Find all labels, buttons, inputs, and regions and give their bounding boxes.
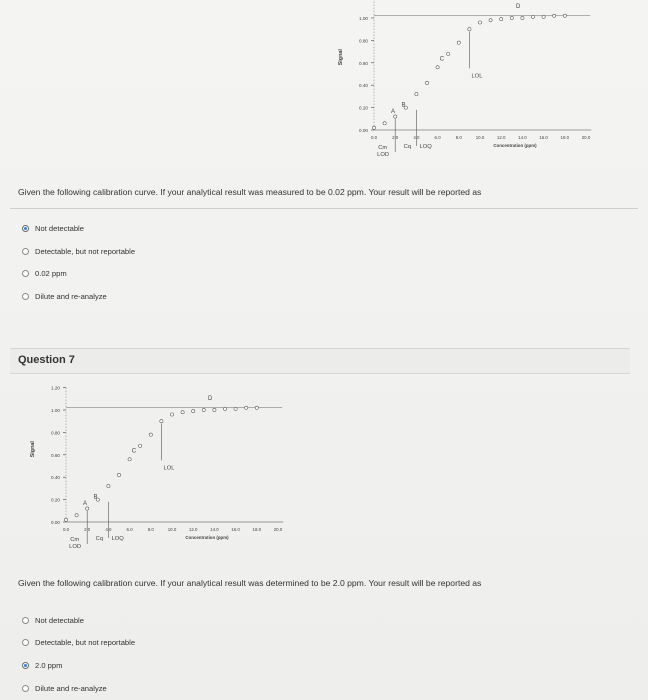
x-tick-label: 6.0 [126, 527, 133, 532]
label-a: A [82, 501, 87, 508]
data-point [107, 485, 110, 488]
x-tick-label: 0.0 [370, 135, 378, 140]
x-axis-label: Concentration (ppm) [185, 535, 229, 540]
data-point [170, 413, 173, 416]
label-lol: LOL [163, 465, 175, 472]
y-axis-label: Signal [30, 441, 36, 458]
data-point [255, 406, 258, 409]
q6-option-label: 0.02 ppm [35, 269, 67, 278]
q6-option-value[interactable] [22, 269, 67, 278]
label-c: C [439, 56, 445, 63]
q7-radio-dilute[interactable] [22, 685, 29, 692]
x-tick-label: 10.0 [475, 135, 485, 140]
q6-radio-value[interactable] [22, 270, 29, 277]
x-tick-label: 20.0 [273, 527, 283, 532]
data-point [202, 408, 205, 411]
question-7-header [10, 348, 630, 374]
data-point [128, 458, 131, 461]
data-point [563, 14, 566, 17]
x-tick-label: 2.0 [392, 135, 399, 140]
q6-radio-dilute[interactable] [22, 293, 29, 300]
q6-radio-detectable[interactable] [22, 248, 29, 255]
data-point [478, 21, 481, 24]
x-axis-label: Concentration (ppm) [493, 143, 537, 148]
x-tick-label: 4.0 [413, 135, 420, 140]
q7-option-dilute[interactable] [22, 684, 107, 693]
y-tick-label: 0.00 [51, 520, 60, 525]
q7-option-detectable-not-reportable[interactable] [22, 638, 135, 647]
q7-option-label: Dilute and re-analyze [35, 684, 107, 693]
q7-option-label: Detectable, but not reportable [35, 638, 136, 647]
label-cq: Cq [95, 536, 104, 542]
y-tick-label: 0.40 [51, 475, 60, 481]
y-tick-label: 0.80 [51, 430, 60, 436]
q6-option-not-detectable[interactable] [22, 224, 84, 233]
label-a: A [390, 109, 395, 116]
x-tick-label: 8.0 [455, 135, 462, 140]
label-c: C [131, 448, 137, 455]
x-tick-label: 20.0 [581, 135, 591, 140]
q7-option-label: 2.0 ppm [35, 661, 63, 670]
data-point [181, 411, 184, 414]
q7-radio-detectable[interactable] [22, 639, 29, 646]
x-tick-label: 18.0 [252, 527, 262, 532]
data-point [149, 433, 152, 436]
q7-radio-not-detectable[interactable] [22, 617, 29, 624]
label-d: D [516, 3, 521, 10]
data-point [500, 18, 503, 21]
x-tick-label: 16.0 [539, 135, 548, 140]
question-6-prompt: Given the following calibration curve. If your analytical result was measured to be 0.02 ppm. Your result will be reported as [18, 187, 482, 197]
x-tick-label: 10.0 [167, 527, 177, 532]
data-point [86, 507, 89, 510]
y-tick-label: 0.60 [359, 60, 368, 66]
label-cm: Cm [70, 537, 80, 543]
data-point [192, 410, 195, 413]
data-point [542, 15, 545, 18]
data-point [245, 406, 248, 409]
divider [10, 208, 638, 209]
q6-option-dilute[interactable] [22, 292, 107, 301]
data-point [553, 14, 556, 17]
y-axis-label: Signal [338, 49, 344, 66]
y-tick-label: 1.00 [359, 16, 368, 21]
y-tick-label: 0.60 [51, 452, 60, 458]
y-tick-label: 0.80 [359, 38, 368, 44]
x-tick-label: 12.0 [188, 527, 198, 532]
data-point [489, 19, 492, 22]
data-point [415, 93, 418, 96]
data-point [468, 28, 471, 31]
label-cq: Cq [403, 144, 412, 150]
y-tick-label: 1.20 [51, 385, 60, 391]
q7-option-value[interactable] [22, 661, 62, 670]
y-tick-label: 1.00 [51, 408, 60, 413]
data-point [234, 407, 237, 410]
x-tick-label: 12.0 [496, 135, 506, 140]
data-point [436, 66, 439, 69]
data-point [64, 518, 67, 521]
label-loq: LOQ [111, 536, 124, 542]
y-tick-label: 0.40 [359, 83, 368, 89]
question-7-prompt: Given the following calibration curve. If your analytical result was determined to be 2.0 ppm. Your result will be reported as [18, 578, 482, 588]
data-point [425, 81, 428, 84]
x-tick-label: 2.0 [84, 527, 91, 532]
x-tick-label: 14.0 [518, 135, 527, 140]
x-tick-label: 16.0 [231, 527, 240, 532]
data-point [531, 15, 534, 18]
data-point [213, 408, 216, 411]
x-tick-label: 8.0 [147, 527, 154, 532]
data-point [394, 115, 397, 118]
q7-option-label: Not detectable [35, 616, 84, 625]
data-point [372, 126, 375, 129]
question-7-title: Question 7 [18, 354, 75, 366]
data-point [75, 514, 78, 517]
data-point [223, 407, 226, 410]
x-tick-label: 0.0 [62, 527, 70, 532]
q6-radio-not-detectable[interactable] [22, 225, 29, 232]
data-point [117, 473, 120, 476]
y-tick-label: 0.00 [359, 128, 368, 133]
calibration-chart-q7 [22, 385, 283, 572]
q7-option-not-detectable[interactable] [22, 616, 84, 625]
label-b: B [93, 494, 98, 501]
label-d: D [208, 395, 213, 402]
data-point [160, 420, 163, 423]
x-tick-label: 18.0 [560, 135, 570, 140]
data-point [447, 52, 450, 55]
data-point [383, 122, 386, 125]
x-tick-label: 4.0 [105, 527, 112, 532]
q6-option-label: Not detectable [35, 224, 84, 233]
y-tick-label: 0.20 [359, 105, 368, 111]
data-point [521, 16, 524, 19]
q7-radio-value[interactable] [22, 662, 29, 669]
y-tick-label: 0.20 [51, 497, 60, 503]
label-b: B [401, 102, 406, 109]
label-lod: LOD [69, 544, 82, 550]
q6-option-label: Dilute and re-analyze [35, 292, 107, 301]
data-point [457, 41, 460, 44]
q6-option-label: Detectable, but not reportable [35, 247, 136, 256]
label-cm: Cm [378, 145, 388, 151]
label-loq: LOQ [419, 144, 432, 150]
x-tick-label: 14.0 [210, 527, 219, 532]
q6-option-detectable-not-reportable[interactable] [22, 247, 135, 256]
label-lod: LOD [377, 152, 390, 158]
data-point [510, 16, 513, 19]
label-lol: LOL [471, 73, 483, 80]
calibration-chart-q6 [330, 3, 591, 180]
x-tick-label: 6.0 [434, 135, 441, 140]
data-point [139, 444, 142, 447]
